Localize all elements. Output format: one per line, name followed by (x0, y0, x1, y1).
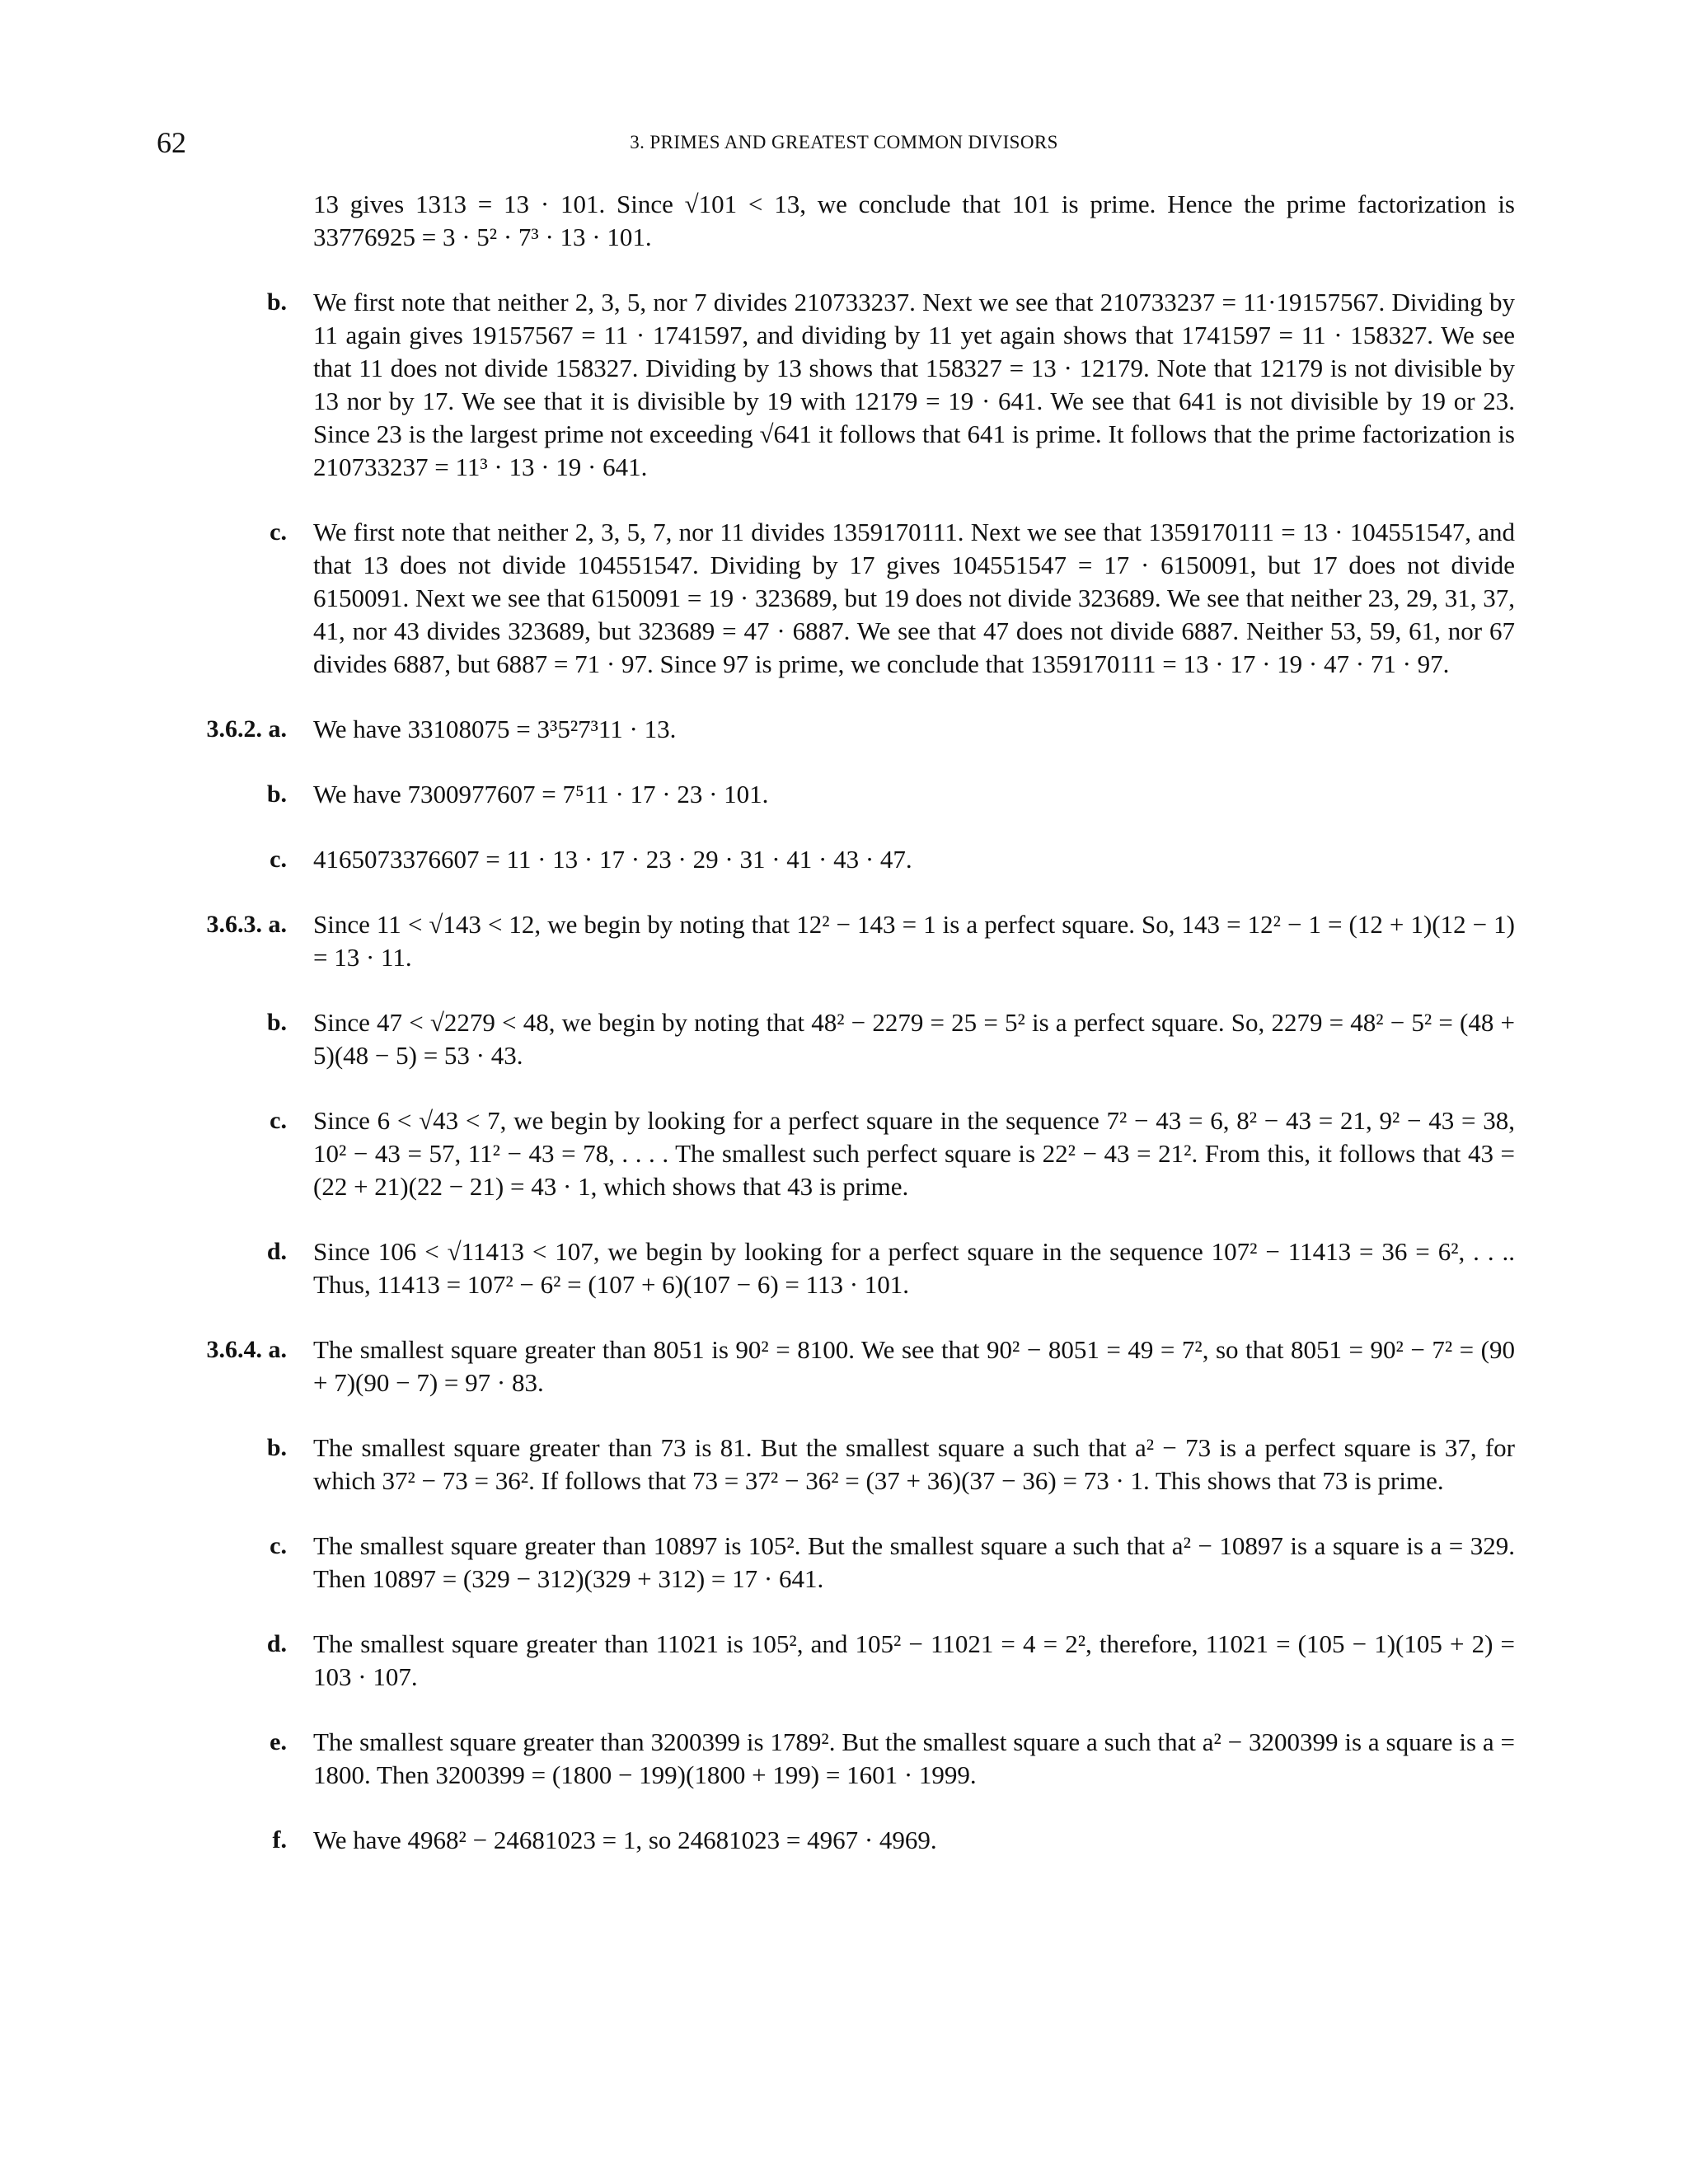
solution-item (0, 1530, 1688, 1596)
page-number: 62 (157, 126, 186, 159)
solution-item (0, 778, 1688, 811)
solution-label: c. (270, 846, 287, 873)
solution-item (0, 516, 1688, 681)
solution-item (0, 908, 1688, 974)
solution-label: 3.6.4. a. (206, 1336, 287, 1363)
running-head: 3. PRIMES AND GREATEST COMMON DIVISORS (630, 132, 1058, 152)
solution-text: We have 33108075 = 3³5²7³11 · 13. (313, 715, 677, 743)
solution-label: d. (266, 1238, 287, 1265)
solution-text: We have 4968² − 24681023 = 1, so 24681023 = 4967 · 4969. (313, 1825, 937, 1854)
solution-label: c. (270, 1532, 287, 1559)
solution-label: b. (266, 1434, 287, 1461)
solution-text: We first note that neither 2, 3, 5, 7, nor 11 divides 1359170111. Next we see that 1359170111 = 13 · 104551547, and that 13 does not divide 104551547. Dividing by 17 gives 104551547 = 17 · 6150091, but 17 does not divide 6150091. Next we see that 6150091 = 19 · 323689, but 19 does not divide 323689. We see that neither 23, 29, 31, 37, 41, nor 43 divides 323689, but 323689 = 47 · 6887. We see that 47 does not divide 6887. Neither 53, 59, 61, nor 67 divides 6887, but 6887 = 71 · 97. Since 97 is prime, we conclude that 1359170111 = 13 · 17 · 19 · 47 · 71 · 97. (313, 518, 1515, 678)
solution-label: d. (266, 1630, 287, 1657)
solution-text: Since 6 < √43 < 7, we begin by looking for a perfect square in the sequence 7² − 43 = 6, 8² − 43 = 21, 9² − 43 = 38, 10² − 43 = 57, 11² − 43 = 78, . . . . The smallest such perfect square is 22² − 43 = 21². From this, it follows that 43 = (22 + 21)(22 − 21) = 43 · 1, which shows that 43 is prime. (313, 1106, 1515, 1201)
solutions-content (0, 188, 1688, 1889)
solution-item (0, 1628, 1688, 1694)
solution-item (0, 1726, 1688, 1792)
solution-text: The smallest square greater than 10897 is 105². But the smallest square a such that a² − 10897 is a square is a = 329. Then 10897 = (329 − 312)(329 + 312) = 17 · 641. (313, 1531, 1515, 1593)
solution-text: The smallest square greater than 3200399 is 1789². But the smallest square a such that a² − 3200399 is a square is a = 1800. Then 3200399 = (1800 − 199)(1800 + 199) = 1601 · 1999. (313, 1727, 1515, 1789)
solution-item (0, 1235, 1688, 1301)
solution-label: f. (272, 1826, 287, 1854)
page-header (0, 125, 1688, 162)
solution-label: e. (270, 1728, 287, 1755)
solution-item (0, 713, 1688, 746)
solution-text: The smallest square greater than 73 is 81. But the smallest square a such that a² − 73 is a perfect square is 37, for which 37² − 73 = 36². If follows that 73 = 37² − 36² = (37 + 36)(37 − 36) = 73 · 1. This shows that 73 is prime. (313, 1433, 1515, 1495)
solution-label: b. (266, 780, 287, 808)
solution-text: Since 106 < √11413 < 107, we begin by looking for a perfect square in the sequence 107² − 11413 = 36 = 6², . . .. Thus, 11413 = 107² − 6² = (107 + 6)(107 − 6) = 113 · 101. (313, 1237, 1515, 1299)
solution-label: b. (266, 288, 287, 316)
solution-item (0, 1432, 1688, 1497)
solution-item (0, 1333, 1688, 1399)
solution-text: We have 7300977607 = 7⁵11 · 17 · 23 · 101. (313, 780, 769, 808)
solution-text: Since 11 < √143 < 12, we begin by noting that 12² − 143 = 1 is a perfect square. So, 143 = 12² − 1 = (12 + 1)(12 − 1) = 13 · 11. (313, 910, 1515, 972)
solution-label: b. (266, 1009, 287, 1036)
solution-label: 3.6.2. a. (206, 715, 287, 743)
solution-item-continuation (0, 188, 1688, 254)
solution-label: c. (270, 1107, 287, 1134)
solution-label: c. (270, 518, 287, 546)
solution-label: 3.6.3. a. (206, 911, 287, 938)
solution-text: The smallest square greater than 11021 is 105², and 105² − 11021 = 4 = 2², therefore, 11021 = (105 − 1)(105 + 2) = 103 · 107. (313, 1629, 1515, 1691)
solution-item (0, 843, 1688, 876)
solution-item (0, 1104, 1688, 1203)
solution-item (0, 286, 1688, 484)
solution-text: We first note that neither 2, 3, 5, nor 7 divides 210733237. Next we see that 210733237 = 11·19157567. Dividing by 11 again gives 19157567 = 11 · 1741597, and dividing by 11 yet again shows that 1741597 = 11 · 158327. We see that 11 does not divide 158327. Dividing by 13 shows that 158327 = 13 · 12179. Note that 12179 is not divisible by 13 nor by 17. We see that it is divisible by 19 with 12179 = 19 · 641. We see that 641 is not divisible by 19 or 23. Since 23 is the largest prime not exceeding √641 it follows that 641 is prime. It follows that the prime factorization is 210733237 = 11³ · 13 · 19 · 641. (313, 288, 1515, 481)
solution-text: The smallest square greater than 8051 is 90² = 8100. We see that 90² − 8051 = 49 = 7², so that 8051 = 90² − 7² = (90 + 7)(90 − 7) = 97 · 83. (313, 1335, 1515, 1397)
solution-text: Since 47 < √2279 < 48, we begin by noting that 48² − 2279 = 25 = 5² is a perfect square. So, 2279 = 48² − 5² = (48 + 5)(48 − 5) = 53 · 43. (313, 1008, 1515, 1070)
solution-item (0, 1006, 1688, 1072)
solution-item (0, 1824, 1688, 1857)
solution-text: 4165073376607 = 11 · 13 · 17 · 23 · 29 · 31 · 41 · 43 · 47. (313, 845, 912, 874)
solution-text: 13 gives 1313 = 13 · 101. Since √101 < 13, we conclude that 101 is prime. Hence the prime factorization is 33776925 = 3 · 5² · 7³ · 13 · 101. (313, 190, 1515, 251)
